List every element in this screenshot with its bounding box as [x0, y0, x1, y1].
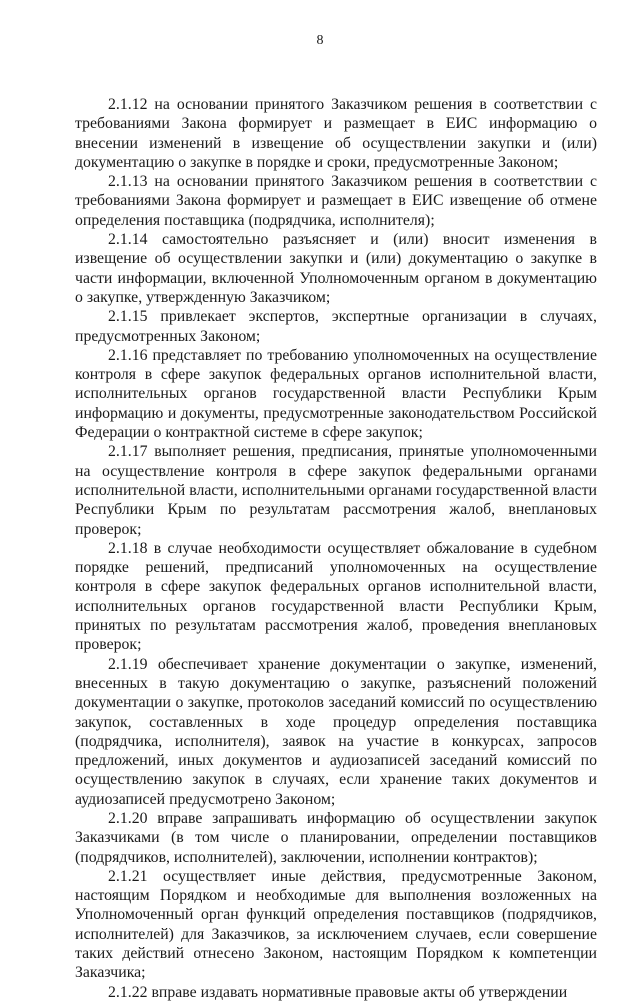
page-number: 8 [316, 33, 324, 48]
paragraph-2-1-16: 2.1.16 представляет по требованию уполномоченных на осуществление контроля в сфере закупок федеральных органов исполнительной власти, исполнительных органов государственной власти Республики Крым информацию и документы, предусмотренные законодательством Российской Федерации о контрактной системе в сфере закупок; [75, 346, 597, 442]
paragraph-2-1-18: 2.1.18 в случае необходимости осуществляет обжалование в судебном порядке решений, предписаний уполномоченных на осуществление контроля в сфере закупок федеральных органов исполнительной власти, исполнительных органов государственной власти Республики Крым, принятых по результатам рассмотрения жалоб, проведения внеплановых проверок; [75, 539, 597, 654]
paragraph-2-1-17: 2.1.17 выполняет решения, предписания, принятые уполномоченными на осуществление контроля в сфере закупок федеральными органами исполнительной власти, исполнительными органами государственной власти Республики Крым по результатам рассмотрения жалоб, внеплановых проверок; [75, 443, 597, 538]
document-body [75, 95, 597, 1002]
paragraph-2-1-15: 2.1.15 привлекает экспертов, экспертные организации в случаях, предусмотренных Законом; [75, 308, 597, 345]
paragraph-2-1-12: 2.1.12 на основании принятого Заказчиком решения в соответствии с требованиями Закона формирует и размещает в ЕИС информацию о внесении изменений в извещение об осуществлении закупки и (или) документацию о закупке в порядке и сроки, предусмотренные Законом; [75, 96, 597, 171]
paragraph-2-1-21: 2.1.21 осуществляет иные действия, предусмотренные Законом, настоящим Порядком и необходимые для выполнения возложенных на Уполномоченный орган функций определения поставщиков (подрядчиков, исполнителей) для Заказчиков, за исключением случаев, если совершение таких действий отнесено Законом, настоящим Порядком к компетенции Заказчика; [75, 867, 597, 982]
paragraph-2-1-14: 2.1.14 самостоятельно разъясняет и (или) вносит изменения в извещение об осуществлении закупки и (или) документацию о закупке в части информации, включенной Уполномоченным органом в документацию о закупке, утвержденную Заказчиком; [75, 231, 597, 306]
paragraph-2-1-13: 2.1.13 на основании принятого Заказчиком решения в соответствии с требованиями Закона формирует и размещает в ЕИС извещение об отмене определения поставщика (подрядчика, исполнителя); [75, 173, 597, 229]
paragraph-2-1-20: 2.1.20 вправе запрашивать информацию об осуществлении закупок Заказчиками (в том числе о планировании, определении поставщиков (подрядчиков, исполнителей), заключении, исполнении контрактов); [75, 809, 597, 866]
paragraph-2-1-22: 2.1.22 вправе издавать нормативные правовые акты об утверждении [108, 983, 568, 1001]
paragraph-2-1-19: 2.1.19 обеспечивает хранение документации о закупке, изменений, внесенных в такую документацию о закупке, разъяснений положений документации о закупке, протоколов заседаний комиссий по осуществлению закупок, составленных в ходе процедур определения поставщика (подрядчика, исполнителя), заявок на участие в конкурсах, запросов предложений, иных документов и аудиозаписей заседаний комиссий по осуществлению закупок в случаях, если хранение таких документов и аудиозаписей предусмотрено Законом; [75, 655, 597, 808]
